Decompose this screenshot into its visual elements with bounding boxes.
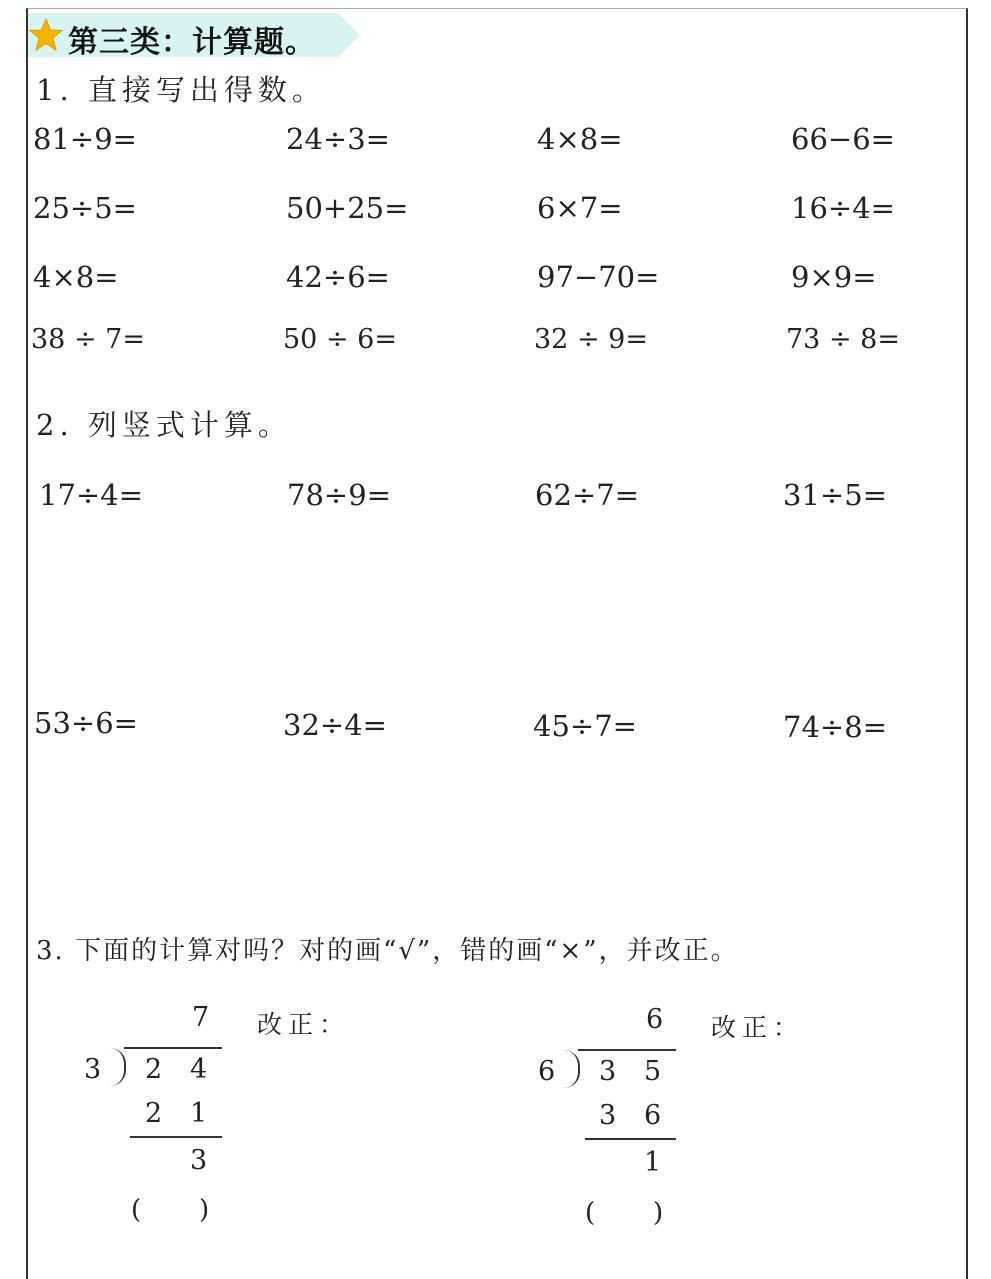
correction-label: 改正： <box>711 1013 805 1042</box>
section3-title: 3. 下面的计算对吗？对的画“√”，错的画“×”，并改正。 <box>36 936 739 966</box>
subtraction-line <box>130 1136 222 1138</box>
dividend-digit: 4 <box>190 1054 208 1085</box>
oral-problem: 6×7= <box>537 191 623 225</box>
oral-problem: 50+25= <box>286 191 409 225</box>
divisor-digit: 6 <box>538 1056 556 1087</box>
section-banner <box>28 13 358 60</box>
oral-problem: 42÷6= <box>286 260 390 294</box>
vertical-problem: 53÷6= <box>34 706 138 740</box>
vertical-problem: 17÷4= <box>39 478 143 512</box>
star-icon <box>28 17 64 53</box>
vertical-problem: 74÷8= <box>783 710 887 744</box>
remainder-digit: 3 <box>190 1145 208 1176</box>
oral-problem: 4×8= <box>537 122 623 156</box>
oral-problem: 16÷4= <box>791 191 895 225</box>
oral-problem: 97−70= <box>537 260 660 294</box>
dividend-digit: 3 <box>599 1056 617 1087</box>
banner-arrow-tip <box>338 13 360 57</box>
vertical-problem: 62÷7= <box>535 478 639 512</box>
product-digit: 6 <box>644 1100 662 1131</box>
oral-problem: 4×8= <box>33 260 119 294</box>
oral-problem: 66−6= <box>791 122 895 156</box>
answer-parentheses[interactable]: ( ) <box>585 1198 664 1228</box>
answer-parentheses[interactable]: ( ) <box>131 1195 210 1225</box>
oral-problem: 50 ÷ 6= <box>283 324 397 355</box>
oral-problem: 73 ÷ 8= <box>786 324 900 355</box>
vertical-problem: 45÷7= <box>533 709 637 743</box>
vertical-problem: 31÷5= <box>783 478 887 512</box>
remainder-digit: 1 <box>644 1147 662 1178</box>
oral-problem: 81÷9= <box>33 122 137 156</box>
page-title: 第三类：计算题。 <box>68 25 316 60</box>
vertical-problem: 32÷4= <box>283 708 387 742</box>
division-bar <box>578 1049 676 1051</box>
division-bar <box>124 1047 222 1049</box>
dividend-digit: 5 <box>644 1056 662 1087</box>
section2-title: 2. 列竖式计算。 <box>36 408 292 442</box>
product-digit: 2 <box>145 1098 163 1129</box>
quotient-digit: 7 <box>192 1002 210 1033</box>
section1-title: 1. 直接写出得数。 <box>36 73 326 107</box>
oral-problem: 32 ÷ 9= <box>534 324 648 355</box>
correction-label: 改正： <box>257 1010 351 1039</box>
product-digit: 3 <box>599 1100 617 1131</box>
dividend-digit: 2 <box>145 1054 163 1085</box>
product-digit: 1 <box>190 1098 208 1129</box>
oral-problem: 38 ÷ 7= <box>31 324 145 355</box>
oral-problem: 25÷5= <box>33 191 137 225</box>
oral-problem: 24÷3= <box>286 122 390 156</box>
quotient-digit: 6 <box>646 1004 664 1035</box>
vertical-problem: 78÷9= <box>287 478 391 512</box>
subtraction-line <box>585 1138 676 1140</box>
oral-problem: 9×9= <box>791 260 877 294</box>
divisor-digit: 3 <box>84 1054 102 1085</box>
